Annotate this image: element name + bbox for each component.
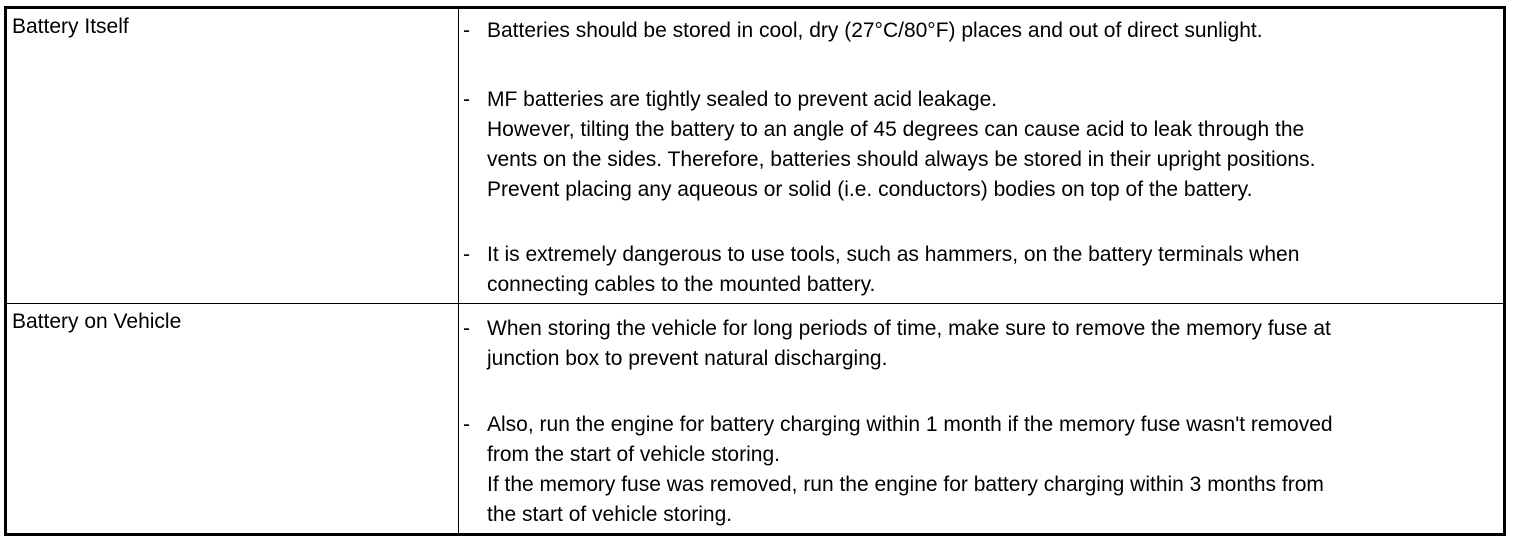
note-item: [463, 240, 1497, 300]
note-line: When storing the vehicle for long periods of time, make sure to remove the memory fuse at: [487, 317, 1331, 340]
bullet-dash: -: [463, 88, 470, 111]
note-line: It is extremely dangerous to use tools, such as hammers, on the battery terminals when: [487, 243, 1300, 266]
table-row: [7, 304, 1503, 533]
bullet-dash: -: [463, 243, 470, 266]
note-line: If the memory fuse was removed, run the engine for battery charging within 3 months from: [487, 473, 1324, 496]
note-item: [463, 16, 1497, 46]
note-line: connecting cables to the mounted battery.: [487, 273, 876, 296]
note-item: [463, 85, 1497, 205]
row-notes: [459, 304, 1503, 533]
battery-storage-table: [4, 6, 1506, 536]
note-line: MF batteries are tightly sealed to prevent acid leakage.: [487, 88, 998, 111]
note-line: Also, run the engine for battery charging within 1 month if the memory fuse wasn't removed: [487, 413, 1333, 436]
bullet-dash: -: [463, 19, 470, 42]
note-line: junction box to prevent natural discharging.: [487, 347, 888, 370]
note-line: However, tilting the battery to an angle of 45 degrees can cause acid to leak through the: [487, 118, 1305, 141]
row-notes: [459, 9, 1503, 303]
table-row: [7, 9, 1503, 304]
note-line: Prevent placing any aqueous or solid (i.e. conductors) bodies on top of the battery.: [487, 178, 1253, 201]
note-item: [463, 314, 1497, 374]
bullet-dash: -: [463, 413, 470, 436]
note-item: [463, 410, 1497, 530]
note-line: Batteries should be stored in cool, dry (27°C/80°F) places and out of direct sunlight.: [487, 19, 1263, 42]
note-line: vents on the sides. Therefore, batteries should always be stored in their upright positions.: [487, 148, 1316, 171]
row-label: Battery Itself: [7, 9, 459, 303]
row-label: Battery on Vehicle: [7, 304, 459, 533]
note-line: the start of vehicle storing.: [487, 503, 733, 526]
note-line: from the start of vehicle storing.: [487, 443, 780, 466]
bullet-dash: -: [463, 317, 470, 340]
